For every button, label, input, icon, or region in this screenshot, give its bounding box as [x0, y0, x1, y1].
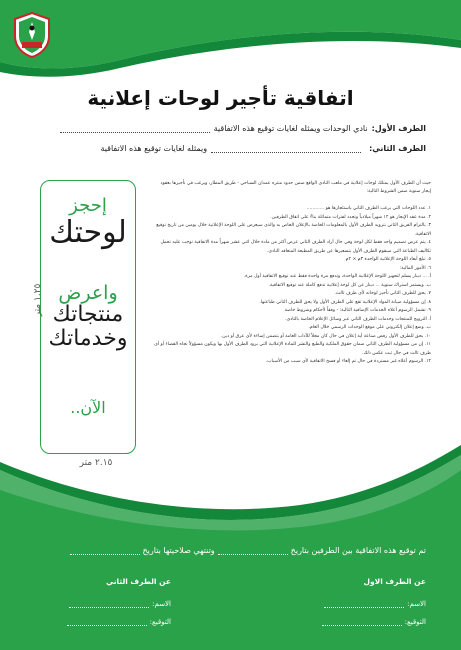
term-item: ٤. يتم عرض تصميم واحد فقط لكل لوحة وفي حال أراد الطرف الثاني عرض أكثر من مادة خلال اثني عشر شهراً مدة الاتفاقية توجب عليه تحمل تكاليف الطباعة التي سيقوم الطرف الأول بتسعيرها عن طريق المطبعة المتعاقد النادي.	[160, 240, 431, 254]
second-party-blank[interactable]	[211, 152, 361, 153]
billboard-width-label: ٢.١٥ متر	[79, 458, 113, 468]
first-party-name-label: الاسم:	[407, 600, 426, 608]
billboard-products-text: منتجاتك	[52, 302, 124, 327]
first-party-sign-label: التوقيع:	[404, 618, 426, 626]
second-party-label: الطرف الثاني:	[369, 144, 426, 153]
billboard-line-book: إحجز	[69, 195, 107, 216]
second-party-name-field[interactable]	[69, 607, 149, 608]
billboard-line-products	[45, 303, 131, 351]
term-item: ٦. الأمور المالية:	[399, 265, 431, 271]
term-item: ٥. تبلغ أبعاد اللوحة الإعلانية الواحدة ٣م × ٢م	[345, 257, 431, 262]
term-item: ب. وضع إعلان إلكتروني على موقع الوحدات الرسمي خلال العام.	[308, 325, 431, 330]
agreement-title: اتفاقية تأجير لوحات إعلانية	[87, 86, 354, 110]
second-party-name-label: الاسم:	[152, 600, 171, 608]
first-party-blank[interactable]	[60, 132, 210, 133]
club-crest-icon	[13, 12, 51, 58]
term-item: ٢. مدة عقد الإيجار هو ١٢ شهراً ميلادياً وتجدد لفترات متماثلة بناءً على اتفاق الطرفين.	[270, 214, 431, 220]
term-item: أ. ... دينار يسلم لتجهيز اللوحة الإعلانية الواحدة، وتدفع مرة واحدة فقط عند توقيع الاتفاقية أول مرة.	[243, 274, 431, 279]
second-party-sign-field[interactable]	[67, 625, 147, 626]
term-item: أ. الترويج للمنتجات وخدمات الطرف الثاني عبر وسائل الإعلام الخاصة بالنادي.	[285, 316, 431, 322]
billboard-line-show: واعرض	[58, 282, 118, 304]
second-party-signature-heading: عن الطرف الثاني	[106, 577, 171, 586]
expiry-date-text: وتنتهي صلاحيتها بتاريخ	[142, 546, 215, 555]
second-party-line	[100, 144, 426, 153]
first-party-label: الطرف الأول:	[371, 124, 426, 133]
signing-date-text: تم توقيع هذه الاتفاقية بين الطرفين بتاريخ	[290, 546, 426, 555]
billboard-line-board: لوحتك	[49, 215, 127, 250]
term-item: ١٠. يحق للطرف الأول رفض صناعة أية إعلان في حال كان مخلاً للآداب العامة أو يتضمن إساءة لأي عرق أو دين.	[220, 333, 431, 339]
first-party-name-field[interactable]	[324, 607, 404, 608]
first-party-line	[56, 124, 426, 133]
signing-date-line	[67, 546, 426, 555]
first-party-text: نادي الوحدات ويمثله لغايات توقيع هذه الاتفاقية	[213, 124, 368, 133]
expiry-date-blank[interactable]	[70, 554, 140, 555]
term-item: ٩. تشمل الرسوم أعلاه الخدمات الإضافية التالية: - وفقاً لأحكام وشروط خاصة	[284, 308, 431, 313]
term-item: ٣. بالتزام الفريق الثاني بتزويد الطرف الأول بالمعلومات الخاصة بالإعلان الخاص به والذي سيعرض على اللوحة الإعلانية خلال يومين من تاريخ توقيع الاتفاقية.	[156, 223, 431, 237]
terms-list	[150, 205, 431, 367]
second-party-text: ويمثله لغايات توقيع هذه الاتفاقية	[100, 144, 208, 153]
second-party-signature-block	[67, 577, 171, 636]
intro-paragraph: حيث أن الطرف الأول يمتلك لوحات إعلانية في ملعب النادي الواقع ضمن حدود منتزه عمدان السباحي - طريق المطار، ويرغب في تأجيرها بعقود إيجار سنوية ضمن الشروط التالية:	[160, 181, 431, 194]
first-party-signature-block	[322, 577, 426, 636]
billboard-line-now: الآن..	[70, 398, 106, 417]
billboard-height-label: ١.٢٥ متر	[33, 283, 43, 317]
second-party-sign-label: التوقيع:	[149, 618, 171, 626]
term-item: ٨. إن مسؤولية صيانة المواد الإعلانية تقع على الطرف الأول ولا يحق للطرف الثاني طباعتها.	[259, 299, 431, 305]
term-item: ١١. إن من مسؤولية الطرف الثاني ضمان حقوق الملكية والطبع والنشر للمادة الإعلانية التي يزود الطرف الأول بها ويكون مسؤولاً تجاه القضاء أو أي طرف ثالث في حال ثبت عكس ذلك.	[154, 342, 431, 356]
term-item: ١. عدد اللوحات التي يرغب الطرف الثاني باستئجارها هو ............	[306, 206, 431, 211]
signing-date-blank[interactable]	[218, 554, 288, 555]
term-item: ب. ويستمر اشتراك سنوية ... دينار عن كل لوحة إعلانية تدفع كاملة عند توقيع الاتفاقية.	[268, 282, 431, 288]
term-item: ١٢. الرسوم أعلاه غير مستردة في حال تم إلغاء أو فسخ الاتفاقية لأي سبب من الأسباب.	[265, 359, 431, 364]
term-item: ٧. يحق للطرف الثاني تأجير لوحاته لأي طرف ثالث.	[334, 291, 431, 296]
first-party-signature-heading: عن الطرف الاول	[363, 577, 426, 586]
first-party-sign-field[interactable]	[322, 625, 402, 626]
billboard-services-text: وخدماتك	[48, 326, 128, 351]
